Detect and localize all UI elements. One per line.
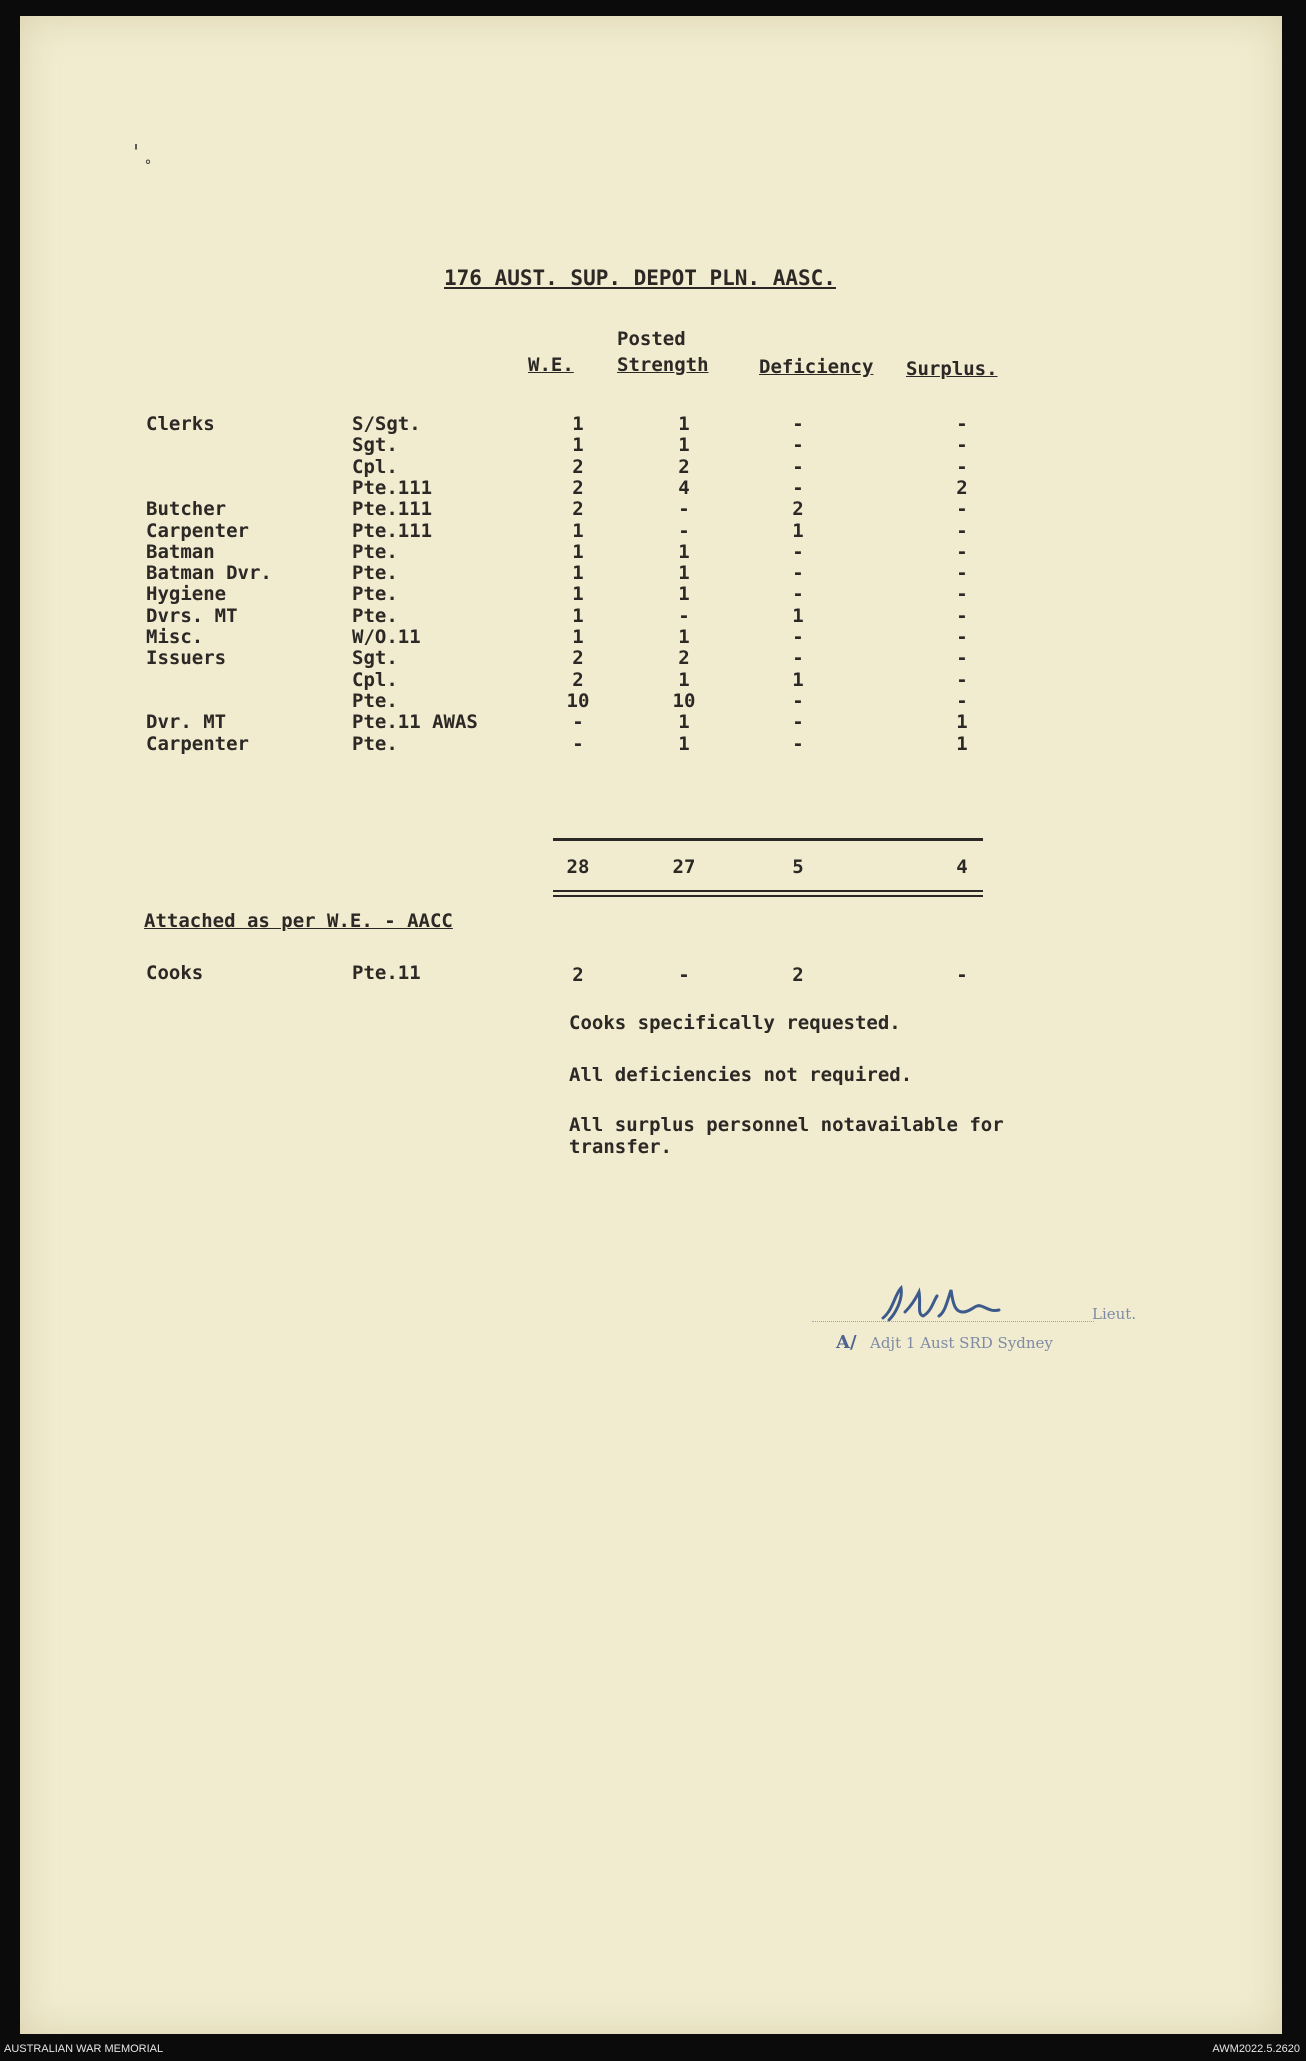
total-deficiency: 5: [792, 856, 804, 878]
row-we: 2: [572, 456, 584, 478]
row-trade: Clerks: [146, 413, 215, 435]
row-deficiency: -: [792, 456, 804, 478]
footer-accession: AWM2022.5.2620: [1212, 2043, 1300, 2055]
total-surplus: 4: [956, 856, 968, 878]
row-rank: Pte.: [352, 605, 398, 627]
row-rank: Sgt.: [352, 647, 398, 669]
header-we: W.E.: [528, 354, 574, 376]
row-posted: 2: [678, 647, 690, 669]
row-deficiency: -: [792, 583, 804, 605]
row-rank: Pte.: [352, 690, 398, 712]
totals-rule-bottom: [553, 890, 983, 897]
row-posted: 4: [678, 477, 690, 499]
row-rank: Cpl.: [352, 456, 398, 478]
row-trade: Batman: [146, 541, 215, 563]
stamp-rank: Lieut.: [1092, 1305, 1137, 1323]
row-deficiency: 1: [792, 520, 804, 542]
note-cooks: Cooks specifically requested.: [569, 1012, 901, 1034]
total-we: 28: [566, 856, 590, 878]
row-trade: Carpenter: [146, 520, 249, 542]
row-trade: Batman Dvr.: [146, 562, 272, 584]
row-deficiency: -: [792, 626, 804, 648]
row-rank: W/O.11: [352, 626, 421, 648]
note-transfer: transfer.: [569, 1136, 672, 1158]
row-trade: Dvrs. MT: [146, 605, 238, 627]
row-surplus: -: [956, 626, 968, 648]
row-we: 1: [572, 520, 584, 542]
row-deficiency: -: [792, 413, 804, 435]
row-we: 2: [572, 669, 584, 691]
row-surplus: -: [956, 520, 968, 542]
row-surplus: -: [956, 456, 968, 478]
row-rank: Pte.111: [352, 520, 433, 542]
row-posted: 1: [678, 562, 690, 584]
note-deficiencies: All deficiencies not required.: [569, 1064, 913, 1086]
row-deficiency: -: [792, 541, 804, 563]
row-deficiency: 1: [792, 669, 804, 691]
row-we: 1: [572, 413, 584, 435]
document-title: 176 AUST. SUP. DEPOT PLN. AASC.: [444, 266, 836, 290]
row-surplus: -: [956, 583, 968, 605]
row-posted: 1: [678, 669, 690, 691]
row-posted: 1: [678, 626, 690, 648]
row-posted: 1: [678, 711, 690, 733]
header-surplus: Surplus.: [906, 358, 998, 380]
row-posted: -: [678, 498, 690, 520]
row-trade: Butcher: [146, 498, 227, 520]
row-surplus: -: [956, 413, 968, 435]
row-posted: 1: [678, 583, 690, 605]
row-we: 1: [572, 605, 584, 627]
row-deficiency: -: [792, 647, 804, 669]
footer-institution: AUSTRALIAN WAR MEMORIAL: [4, 2043, 164, 2055]
row-trade: Dvr. MT: [146, 711, 227, 733]
row-surplus: 2: [956, 477, 968, 499]
row-deficiency: 1: [792, 605, 804, 627]
row-rank: Pte.11 AWAS: [352, 711, 478, 733]
row-deficiency: 2: [792, 498, 804, 520]
row-surplus: -: [956, 562, 968, 584]
row-rank: Sgt.: [352, 434, 398, 456]
row-trade: Carpenter: [146, 733, 249, 755]
row-trade: Misc.: [146, 626, 204, 648]
row-posted: 1: [678, 413, 690, 435]
attached-surplus: -: [956, 964, 968, 986]
row-rank: Pte.: [352, 562, 398, 584]
row-deficiency: -: [792, 690, 804, 712]
totals-rule-top: [553, 838, 983, 841]
row-deficiency: -: [792, 477, 804, 499]
attached-heading: Attached as per W.E. - AACC: [144, 910, 453, 932]
row-surplus: 1: [956, 711, 968, 733]
row-surplus: -: [956, 434, 968, 456]
header-deficiency: Deficiency: [759, 356, 874, 378]
signature-line: [812, 1321, 1094, 1322]
row-surplus: -: [956, 605, 968, 627]
row-rank: Pte.111: [352, 477, 433, 499]
row-rank: Pte.: [352, 583, 398, 605]
stamp-appointment: Adjt 1 Aust SRD Sydney: [870, 1334, 1053, 1352]
row-deficiency: -: [792, 711, 804, 733]
row-deficiency: -: [792, 434, 804, 456]
row-we: 1: [572, 434, 584, 456]
note-surplus: All surplus personnel notavailable for: [569, 1114, 1004, 1136]
row-surplus: -: [956, 541, 968, 563]
row-surplus: -: [956, 690, 968, 712]
row-surplus: -: [956, 647, 968, 669]
row-deficiency: -: [792, 562, 804, 584]
row-posted: 1: [678, 434, 690, 456]
row-we: 2: [572, 477, 584, 499]
row-trade: Hygiene: [146, 583, 227, 605]
row-surplus: -: [956, 498, 968, 520]
row-trade: Issuers: [146, 647, 227, 669]
signature: [875, 1282, 1005, 1326]
attached-rank: Pte.11: [352, 962, 421, 984]
row-we: 2: [572, 498, 584, 520]
row-posted: 1: [678, 541, 690, 563]
row-rank: Pte.: [352, 541, 398, 563]
row-posted: 1: [678, 733, 690, 755]
row-posted: -: [678, 520, 690, 542]
row-posted: 10: [672, 690, 696, 712]
row-rank: Pte.111: [352, 498, 433, 520]
row-rank: S/Sgt.: [352, 413, 421, 435]
row-we: -: [572, 733, 584, 755]
row-we: -: [572, 711, 584, 733]
row-rank: Cpl.: [352, 669, 398, 691]
row-we: 1: [572, 541, 584, 563]
row-surplus: -: [956, 669, 968, 691]
attached-we: 2: [572, 964, 584, 986]
row-we: 1: [572, 562, 584, 584]
row-we: 10: [566, 690, 590, 712]
row-we: 1: [572, 583, 584, 605]
row-we: 2: [572, 647, 584, 669]
row-posted: 2: [678, 456, 690, 478]
header-posted-top: Posted: [617, 328, 686, 350]
attached-posted: -: [678, 964, 690, 986]
row-deficiency: -: [792, 733, 804, 755]
attached-trade: Cooks: [146, 962, 204, 984]
row-posted: -: [678, 605, 690, 627]
row-rank: Pte.: [352, 733, 398, 755]
pencil-mark: '̥: [130, 140, 143, 164]
total-posted: 27: [672, 856, 696, 878]
row-we: 1: [572, 626, 584, 648]
row-surplus: 1: [956, 733, 968, 755]
stamp-prefix: A/: [836, 1332, 857, 1353]
attached-deficiency: 2: [792, 964, 804, 986]
header-posted-bottom: Strength: [617, 354, 709, 376]
